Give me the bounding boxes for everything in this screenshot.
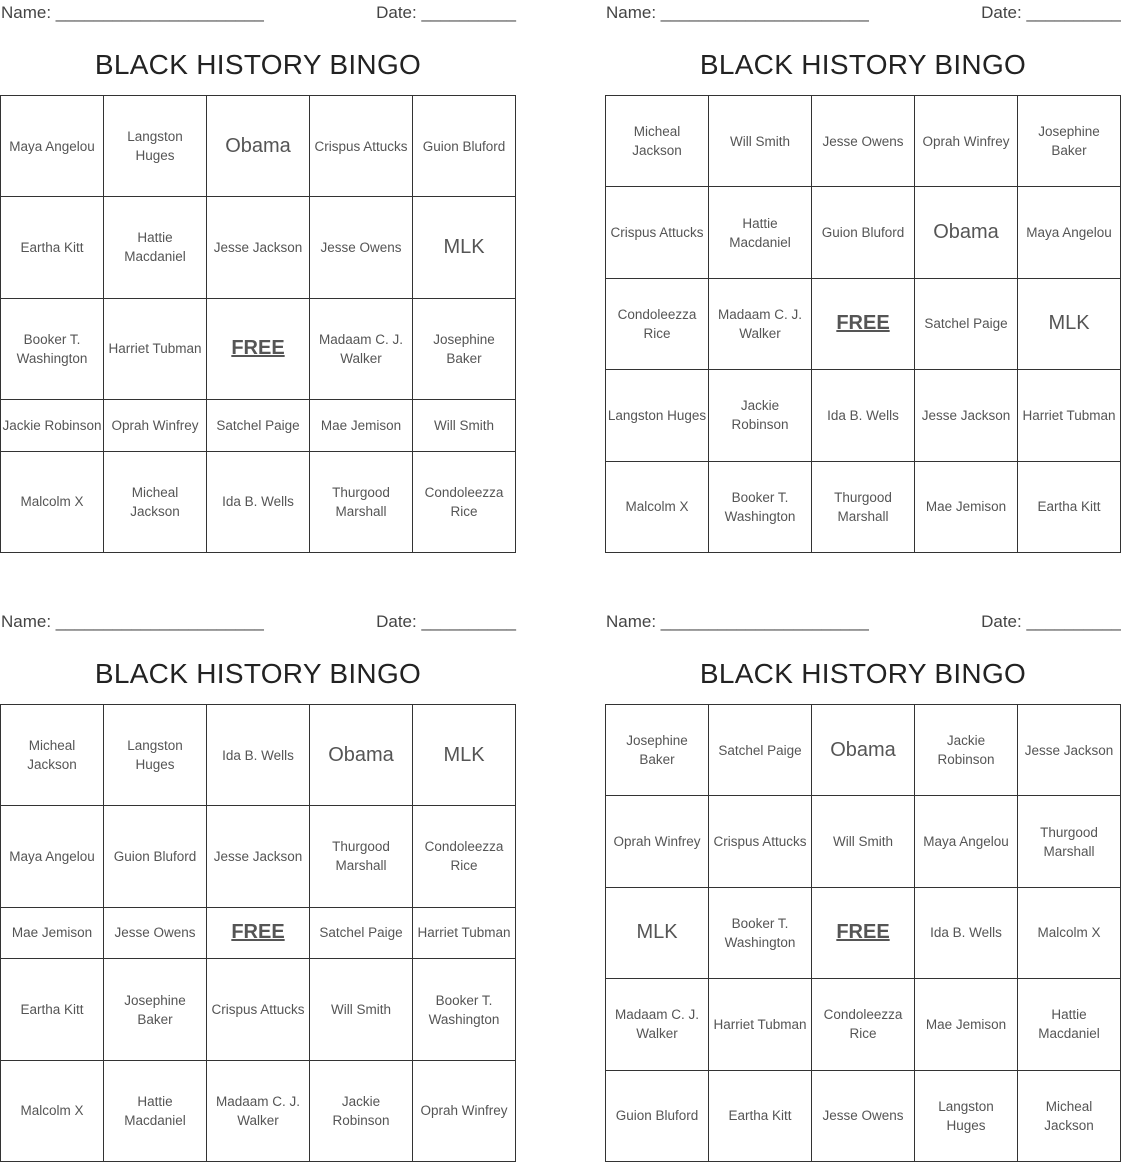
bingo-cell: Oprah Winfrey bbox=[413, 1060, 516, 1161]
bingo-cell: Eartha Kitt bbox=[1, 197, 104, 298]
bingo-cell: Malcolm X bbox=[1, 451, 104, 552]
bingo-cell: Harriet Tubman bbox=[104, 298, 207, 399]
bingo-cell: Thurgood Marshall bbox=[310, 806, 413, 907]
bingo-cell: Satchel Paige bbox=[709, 705, 812, 796]
bingo-cell: Guion Bluford bbox=[413, 96, 516, 197]
free-space-cell: FREE bbox=[207, 298, 310, 399]
bingo-cell: Ida B. Wells bbox=[915, 887, 1018, 978]
bingo-grid bbox=[605, 95, 1121, 553]
bingo-row bbox=[1, 806, 516, 907]
name-field: Name: ______________________ bbox=[1, 612, 264, 631]
bingo-cell: Maya Angelou bbox=[1018, 187, 1121, 278]
bingo-cell: Jesse Owens bbox=[310, 197, 413, 298]
bingo-cell: Jesse Owens bbox=[812, 96, 915, 187]
bingo-row bbox=[1, 705, 516, 806]
bingo-card-2 bbox=[605, 0, 1121, 554]
bingo-cell: Satchel Paige bbox=[310, 907, 413, 959]
date-field: Date: __________ bbox=[376, 3, 516, 22]
bingo-row bbox=[1, 197, 516, 298]
card-title: BLACK HISTORY BINGO bbox=[699, 658, 1027, 689]
bingo-cell: Langston Huges bbox=[915, 1070, 1018, 1161]
bingo-cell: Obama bbox=[310, 705, 413, 806]
bingo-cell: Oprah Winfrey bbox=[915, 96, 1018, 187]
bingo-grid bbox=[605, 704, 1121, 1162]
bingo-cell: Mae Jemison bbox=[310, 399, 413, 451]
bingo-row bbox=[606, 461, 1121, 552]
bingo-cell: Langston Huges bbox=[606, 370, 709, 461]
bingo-cell: Hattie Macdaniel bbox=[104, 1060, 207, 1161]
bingo-cell: Ida B. Wells bbox=[207, 705, 310, 806]
bingo-cell: Condoleezza Rice bbox=[606, 278, 709, 369]
name-field: Name: ______________________ bbox=[1, 3, 264, 22]
bingo-row bbox=[1, 451, 516, 552]
bingo-cell: Will Smith bbox=[413, 399, 516, 451]
bingo-cell: Obama bbox=[812, 705, 915, 796]
bingo-cell: Jesse Jackson bbox=[207, 197, 310, 298]
bingo-cell: Hattie Macdaniel bbox=[1018, 979, 1121, 1070]
bingo-row bbox=[1, 1060, 516, 1161]
bingo-cell: Mae Jemison bbox=[1, 907, 104, 959]
bingo-cell: Maya Angelou bbox=[1, 806, 104, 907]
bingo-cell: Guion Bluford bbox=[104, 806, 207, 907]
bingo-cell: MLK bbox=[1018, 278, 1121, 369]
bingo-cell: Eartha Kitt bbox=[1, 959, 104, 1060]
bingo-cell: Booker T. Washington bbox=[709, 887, 812, 978]
bingo-cell: Langston Huges bbox=[104, 705, 207, 806]
card-header bbox=[0, 0, 516, 26]
bingo-cell: Satchel Paige bbox=[207, 399, 310, 451]
bingo-cell: Madaam C. J. Walker bbox=[207, 1060, 310, 1161]
card-title: BLACK HISTORY BINGO bbox=[94, 658, 422, 689]
bingo-cell: MLK bbox=[413, 197, 516, 298]
bingo-cell: Josephine Baker bbox=[104, 959, 207, 1060]
bingo-row bbox=[606, 1070, 1121, 1161]
bingo-row bbox=[606, 979, 1121, 1070]
bingo-cell: Harriet Tubman bbox=[709, 979, 812, 1070]
bingo-cell: Ida B. Wells bbox=[812, 370, 915, 461]
bingo-cell: Madaam C. J. Walker bbox=[709, 278, 812, 369]
bingo-card-3 bbox=[0, 609, 516, 1163]
bingo-cell: Eartha Kitt bbox=[709, 1070, 812, 1161]
bingo-row bbox=[606, 187, 1121, 278]
bingo-card-1 bbox=[0, 0, 516, 554]
bingo-row bbox=[1, 96, 516, 197]
bingo-row bbox=[606, 705, 1121, 796]
bingo-cell: Langston Huges bbox=[104, 96, 207, 197]
bingo-cell: Booker T. Washington bbox=[709, 461, 812, 552]
bingo-cell: Obama bbox=[915, 187, 1018, 278]
bingo-cell: Will Smith bbox=[709, 96, 812, 187]
free-space-cell: FREE bbox=[207, 907, 310, 959]
bingo-row bbox=[1, 298, 516, 399]
date-field: Date: __________ bbox=[981, 612, 1121, 631]
bingo-cell: Oprah Winfrey bbox=[606, 796, 709, 887]
bingo-cell: Mae Jemison bbox=[915, 461, 1018, 552]
bingo-cell: Guion Bluford bbox=[812, 187, 915, 278]
date-field: Date: __________ bbox=[376, 612, 516, 631]
bingo-row bbox=[1, 399, 516, 451]
name-field: Name: ______________________ bbox=[606, 3, 869, 22]
bingo-row bbox=[606, 796, 1121, 887]
card-header bbox=[605, 0, 1121, 26]
bingo-cell: Jesse Jackson bbox=[207, 806, 310, 907]
bingo-cell: Obama bbox=[207, 96, 310, 197]
bingo-cell: Crispus Attucks bbox=[606, 187, 709, 278]
bingo-cell: MLK bbox=[413, 705, 516, 806]
bingo-cell: Malcolm X bbox=[606, 461, 709, 552]
bingo-cell: Booker T. Washington bbox=[413, 959, 516, 1060]
bingo-cell: Booker T. Washington bbox=[1, 298, 104, 399]
bingo-cell: Thurgood Marshall bbox=[310, 451, 413, 552]
bingo-cell: Maya Angelou bbox=[915, 796, 1018, 887]
bingo-cell: Condoleezza Rice bbox=[413, 451, 516, 552]
bingo-row bbox=[606, 278, 1121, 369]
bingo-cell: Jesse Jackson bbox=[915, 370, 1018, 461]
bingo-cell: Will Smith bbox=[812, 796, 915, 887]
bingo-cell: Josephine Baker bbox=[1018, 96, 1121, 187]
bingo-cell: Micheal Jackson bbox=[1018, 1070, 1121, 1161]
bingo-cell: Jesse Jackson bbox=[1018, 705, 1121, 796]
bingo-cell: Maya Angelou bbox=[1, 96, 104, 197]
bingo-cell: Jackie Robinson bbox=[915, 705, 1018, 796]
bingo-row bbox=[606, 887, 1121, 978]
bingo-cell: Jesse Owens bbox=[104, 907, 207, 959]
bingo-cell: Madaam C. J. Walker bbox=[310, 298, 413, 399]
bingo-cell: Harriet Tubman bbox=[1018, 370, 1121, 461]
bingo-cell: Condoleezza Rice bbox=[413, 806, 516, 907]
bingo-cell: Malcolm X bbox=[1018, 887, 1121, 978]
bingo-cell: Micheal Jackson bbox=[1, 705, 104, 806]
bingo-cell: Micheal Jackson bbox=[104, 451, 207, 552]
free-space-cell: FREE bbox=[812, 887, 915, 978]
bingo-cell: Jesse Owens bbox=[812, 1070, 915, 1161]
bingo-cell: Jackie Robinson bbox=[310, 1060, 413, 1161]
bingo-cell: Oprah Winfrey bbox=[104, 399, 207, 451]
bingo-cell: Will Smith bbox=[310, 959, 413, 1060]
bingo-cell: Thurgood Marshall bbox=[1018, 796, 1121, 887]
bingo-row bbox=[1, 959, 516, 1060]
card-header bbox=[605, 609, 1121, 635]
bingo-cell: Crispus Attucks bbox=[207, 959, 310, 1060]
free-space-cell: FREE bbox=[812, 278, 915, 369]
bingo-cell: Ida B. Wells bbox=[207, 451, 310, 552]
bingo-cell: Malcolm X bbox=[1, 1060, 104, 1161]
bingo-cell: Satchel Paige bbox=[915, 278, 1018, 369]
bingo-cell: Hattie Macdaniel bbox=[104, 197, 207, 298]
bingo-grid bbox=[0, 95, 516, 553]
bingo-cell: Thurgood Marshall bbox=[812, 461, 915, 552]
bingo-cell: Jackie Robinson bbox=[1, 399, 104, 451]
bingo-cell: Micheal Jackson bbox=[606, 96, 709, 187]
bingo-grid bbox=[0, 704, 516, 1162]
bingo-row bbox=[1, 907, 516, 959]
name-field: Name: ______________________ bbox=[606, 612, 869, 631]
bingo-cell: Harriet Tubman bbox=[413, 907, 516, 959]
bingo-cell: Hattie Macdaniel bbox=[709, 187, 812, 278]
bingo-cell: Madaam C. J. Walker bbox=[606, 979, 709, 1070]
card-title: BLACK HISTORY BINGO bbox=[699, 49, 1027, 80]
bingo-cell: Crispus Attucks bbox=[310, 96, 413, 197]
bingo-cell: Eartha Kitt bbox=[1018, 461, 1121, 552]
bingo-row bbox=[606, 96, 1121, 187]
bingo-cell: Crispus Attucks bbox=[709, 796, 812, 887]
bingo-row bbox=[606, 370, 1121, 461]
bingo-cell: Josephine Baker bbox=[606, 705, 709, 796]
bingo-cell: Condoleezza Rice bbox=[812, 979, 915, 1070]
bingo-cell: Guion Bluford bbox=[606, 1070, 709, 1161]
bingo-card-4 bbox=[605, 609, 1121, 1163]
card-title: BLACK HISTORY BINGO bbox=[94, 49, 422, 80]
bingo-cell: Jackie Robinson bbox=[709, 370, 812, 461]
bingo-cell: Josephine Baker bbox=[413, 298, 516, 399]
date-field: Date: __________ bbox=[981, 3, 1121, 22]
card-header bbox=[0, 609, 516, 635]
bingo-cell: Mae Jemison bbox=[915, 979, 1018, 1070]
bingo-cell: MLK bbox=[606, 887, 709, 978]
